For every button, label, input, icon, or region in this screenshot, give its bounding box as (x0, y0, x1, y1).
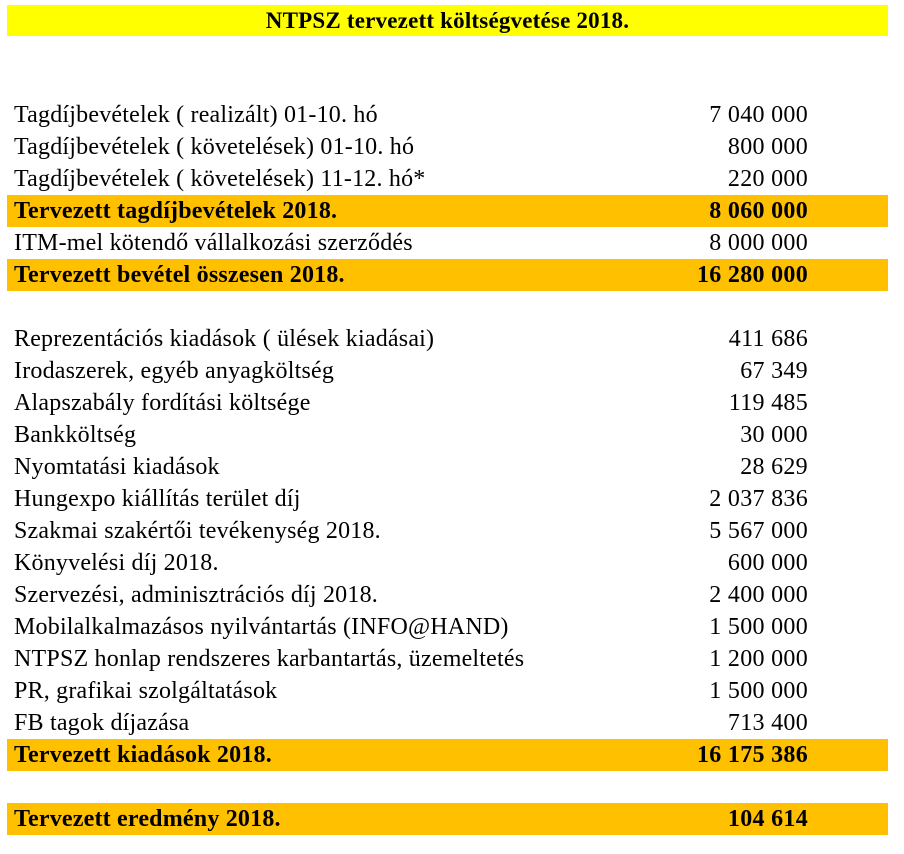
income-row (7, 163, 888, 195)
spacer (7, 291, 888, 323)
expense-row (7, 707, 888, 739)
row-label: Mobilalkalmazásos nyilvántartás (INFO@HAND) (14, 614, 509, 640)
row-label: Bankköltség (14, 422, 137, 448)
row-label: Reprezentációs kiadások ( ülések kiadásai) (14, 326, 435, 352)
row-value: 2 037 836 (709, 486, 808, 512)
row-value: 28 629 (740, 454, 808, 480)
row-label: Tagdíjbevételek ( követelések) 11-12. hó* (14, 166, 426, 192)
row-label: Irodaszerek, egyéb anyagköltség (14, 358, 335, 384)
expense-row (7, 547, 888, 579)
row-label: Szervezési, adminisztrációs díj 2018. (14, 582, 378, 608)
expense-row (7, 323, 888, 355)
row-label: NTPSZ honlap rendszeres karbantartás, üzemeltetés (14, 646, 525, 672)
row-label: Tagdíjbevételek ( realizált) 01-10. hó (14, 102, 378, 128)
row-value: 411 686 (728, 326, 808, 352)
row-label: Szakmai szakértői tevékenység 2018. (14, 518, 381, 544)
row-value: 5 567 000 (709, 518, 808, 544)
result-row (7, 803, 888, 835)
expenses-total-row (7, 739, 888, 771)
row-value: 30 000 (740, 422, 808, 448)
row-value: 1 200 000 (709, 646, 808, 672)
expense-row (7, 419, 888, 451)
income-row (7, 99, 888, 131)
row-value: 119 485 (728, 390, 808, 416)
row-value: 8 000 000 (709, 230, 808, 256)
row-value: 2 400 000 (709, 582, 808, 608)
expense-row (7, 387, 888, 419)
row-value: 600 000 (727, 550, 808, 576)
expense-row (7, 579, 888, 611)
row-label: Könyvelési díj 2018. (14, 550, 219, 576)
contract-row (7, 227, 888, 259)
row-label: ITM-mel kötendő vállalkozási szerződés (14, 230, 413, 256)
document-title: NTPSZ tervezett költségvetése 2018. (7, 5, 888, 36)
row-label: FB tagok díjazása (14, 710, 190, 736)
expense-row (7, 483, 888, 515)
row-value: 16 175 386 (697, 742, 808, 768)
income-total-row (7, 259, 888, 291)
row-value: 7 040 000 (709, 102, 808, 128)
row-label: Hungexpo kiállítás terület díj (14, 486, 301, 512)
row-value: 16 280 000 (697, 262, 808, 288)
row-label: Tervezett tagdíjbevételek 2018. (14, 198, 338, 224)
row-label: Tervezett bevétel összesen 2018. (14, 262, 345, 288)
expense-row (7, 515, 888, 547)
expense-row (7, 611, 888, 643)
spacer (7, 771, 888, 803)
row-value: 1 500 000 (709, 678, 808, 704)
row-label: Alapszabály fordítási költsége (14, 390, 311, 416)
row-value: 1 500 000 (709, 614, 808, 640)
row-value: 67 349 (740, 358, 808, 384)
row-label: Tervezett eredmény 2018. (14, 806, 281, 832)
expense-row (7, 675, 888, 707)
budget-table (7, 99, 888, 835)
row-value: 800 000 (727, 134, 808, 160)
row-value: 713 400 (727, 710, 808, 736)
membership-total-row (7, 195, 888, 227)
row-label: Tervezett kiadások 2018. (14, 742, 272, 768)
expense-row (7, 355, 888, 387)
expense-row (7, 643, 888, 675)
row-value: 104 614 (727, 806, 808, 832)
row-label: Tagdíjbevételek ( követelések) 01-10. hó (14, 134, 415, 160)
expense-row (7, 451, 888, 483)
row-label: Nyomtatási kiadások (14, 454, 220, 480)
row-label: PR, grafikai szolgáltatások (14, 678, 278, 704)
row-value: 220 000 (727, 166, 808, 192)
row-value: 8 060 000 (709, 198, 808, 224)
income-row (7, 131, 888, 163)
